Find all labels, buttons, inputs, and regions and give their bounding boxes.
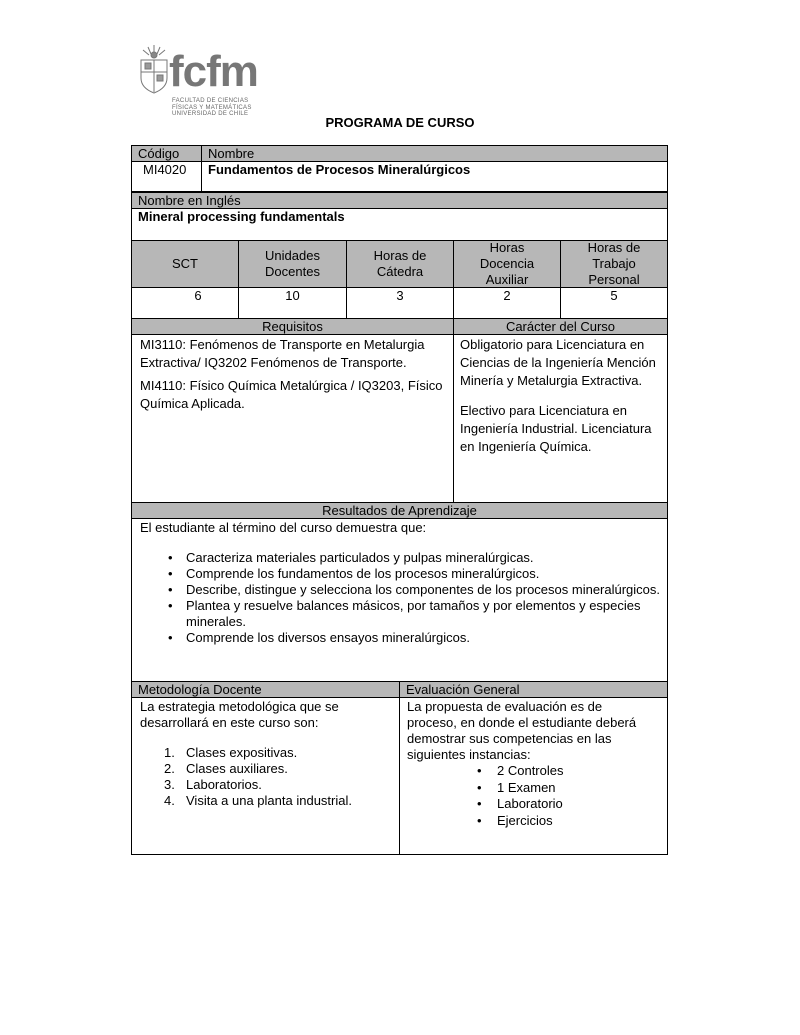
methodology-label: Metodología Docente — [131, 681, 400, 698]
character-label: Carácter del Curso — [453, 318, 668, 335]
page-title: PROGRAMA DE CURSO — [325, 115, 475, 130]
results-intro: El estudiante al término del curso demuestra que: — [140, 520, 427, 535]
english-name: Mineral processing fundamentals — [131, 208, 668, 241]
hours-value-personal: 5 — [560, 287, 668, 319]
logo-wordmark: fcfm — [169, 47, 258, 96]
results-item-3: • Describe, distingue y selecciona los componentes de los procesos mineralúrgicos. — [186, 582, 661, 598]
results-item-1: • Caracteriza materiales particulados y pulpas mineralúrgicas. — [186, 550, 661, 566]
hours-value-units: 10 — [238, 287, 347, 319]
hours-header-catedra-text: Horas de Cátedra — [373, 248, 427, 279]
hours-header-units-text: Unidades Docentes — [265, 248, 320, 279]
hours-value-sct: 6 — [131, 287, 239, 319]
hours-header-personal — [560, 240, 668, 288]
evaluation-item-4: • Ejercicios — [497, 813, 661, 830]
character-para-1: Obligatorio para Licenciatura en Ciencias de la Ingeniería Mención Minería y Metalurgia Extractiva. — [460, 337, 656, 388]
hours-header-sct — [131, 240, 239, 288]
hours-value-catedra: 3 — [346, 287, 454, 319]
hours-header-auxiliar — [453, 240, 561, 288]
character-body — [453, 334, 668, 503]
university-logo — [136, 42, 266, 120]
results-item-2: • Comprende los fundamentos de los procesos mineralúrgicos. — [186, 566, 661, 582]
name-label: Nombre — [201, 145, 668, 162]
requirements-body — [131, 334, 454, 503]
hours-header-personal-text: Horas de Trabajo Personal — [587, 240, 641, 287]
character-para-2: Electivo para Licenciatura en Ingeniería Industrial. Licenciatura en Ingeniería Química. — [460, 403, 652, 454]
requirements-label: Requisitos — [131, 318, 454, 335]
results-item-4: • Plantea y resuelve balances másicos, por tamaños y por elementos y especies minerales. — [186, 598, 661, 630]
hours-header-auxiliar-text: Horas Docencia Auxiliar — [479, 240, 535, 287]
requirements-para-2: MI4110: Físico Química Metalúrgica / IQ3203, Físico Química Aplicada. — [140, 378, 443, 411]
hours-header-sct-text: SCT — [172, 256, 198, 271]
hours-value-auxiliar: 2 — [453, 287, 561, 319]
results-list — [140, 550, 661, 646]
course-code: MI4020 — [131, 161, 202, 192]
code-label: Código — [131, 145, 202, 162]
evaluation-label: Evaluación General — [399, 681, 668, 698]
methodology-body — [131, 697, 400, 855]
methodology-list — [140, 745, 393, 809]
methodology-item-2: Clases auxiliares. — [186, 761, 288, 776]
evaluation-item-1: • 2 Controles — [497, 763, 661, 780]
english-name-label: Nombre en Inglés — [131, 192, 668, 209]
methodology-item-1: Clases expositivas. — [186, 745, 298, 760]
course-name: Fundamentos de Procesos Mineralúrgicos — [201, 161, 668, 192]
hours-header-units — [238, 240, 347, 288]
evaluation-item-3: • Laboratorio — [497, 796, 661, 813]
requirements-para-1: MI3110: Fenómenos de Transporte en Metalurgia Extractiva/ IQ3202 Fenómenos de Transporte. — [140, 337, 425, 370]
results-body — [131, 518, 668, 682]
methodology-item-4: Visita a una planta industrial. — [186, 793, 352, 808]
university-seal-icon — [136, 44, 172, 96]
evaluation-list — [407, 763, 661, 829]
evaluation-item-2: • 1 Examen — [497, 780, 661, 797]
logo-subtitle: FACULTAD DE CIENCIAS FÍSICAS Y MATEMÁTICAS UNIVERSIDAD DE CHILE — [172, 98, 252, 117]
hours-header-catedra — [346, 240, 454, 288]
evaluation-body — [399, 697, 668, 855]
methodology-item-3: Laboratorios. — [186, 777, 262, 792]
methodology-intro: La estrategia metodológica que se desarrollará en este curso son: — [140, 699, 339, 730]
evaluation-intro: La propuesta de evaluación es de proceso, en donde el estudiante deberá demostrar sus competencias en las siguientes instancias: — [407, 699, 637, 762]
results-label: Resultados de Aprendizaje — [131, 502, 668, 519]
results-item-5: • Comprende los diversos ensayos mineralúrgicos. — [186, 630, 661, 646]
